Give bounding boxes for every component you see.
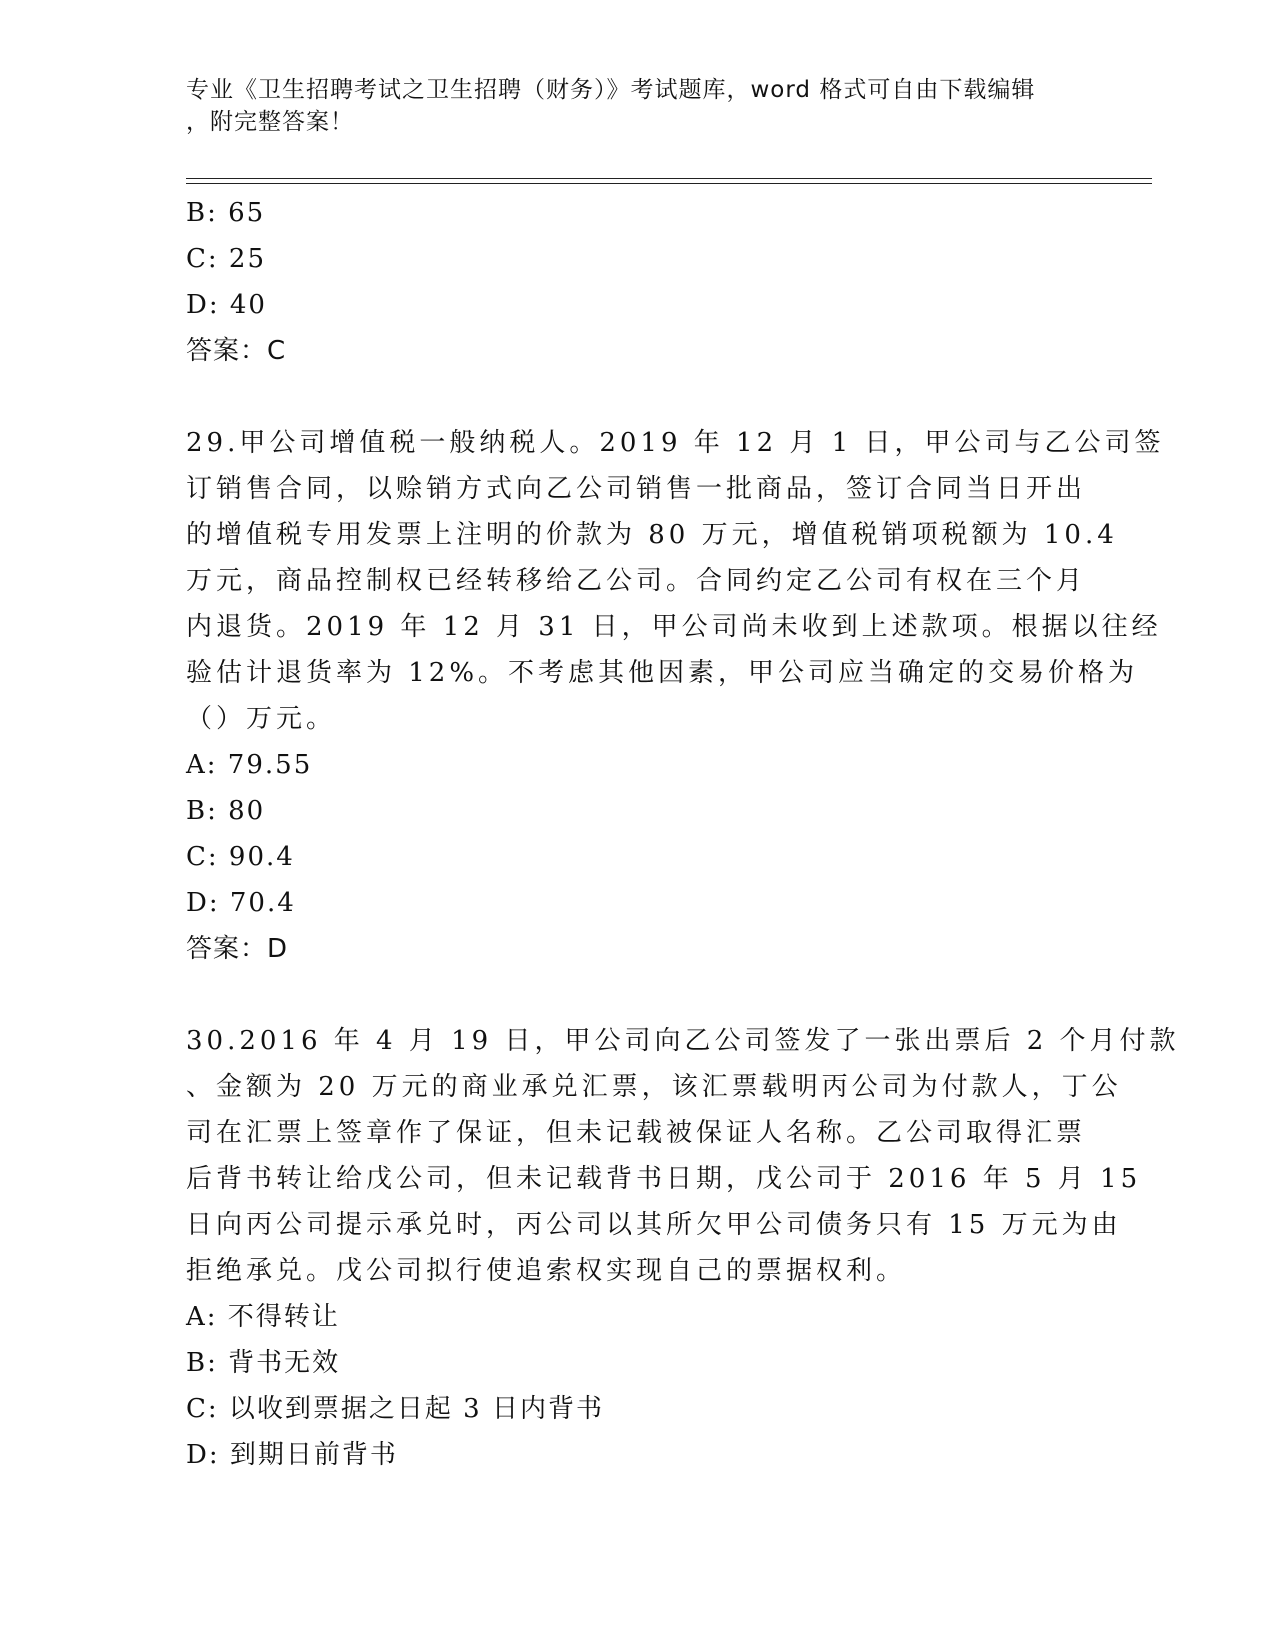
question-stem-line: 订销售合同，以赊销方式向乙公司销售一批商品，签订合同当日开出 bbox=[186, 474, 1087, 504]
option-b: B: 背书无效 bbox=[186, 1348, 341, 1378]
question-stem-line: 万元，商品控制权已经转移给乙公司。合同约定乙公司有权在三个月 bbox=[186, 566, 1087, 596]
question-stem-line: 日向丙公司提示承兑时，丙公司以其所欠甲公司债务只有 15 万元为由 bbox=[186, 1210, 1122, 1240]
question-stem-line: 29.甲公司增值税一般纳税人。2019 年 12 月 1 日，甲公司与乙公司签 bbox=[186, 428, 1165, 458]
header-divider bbox=[186, 183, 1152, 184]
option-a: A: 79.55 bbox=[186, 750, 313, 780]
option-a: A: 不得转让 bbox=[186, 1302, 340, 1332]
header-divider bbox=[186, 178, 1152, 179]
question-28-tail bbox=[186, 190, 1086, 374]
question-stem-line: 验估计退货率为 12%。不考虑其他因素，甲公司应当确定的交易价格为 bbox=[186, 658, 1139, 688]
header-line: 专业《卫生招聘考试之卫生招聘（财务）》考试题库，word 格式可自由下载编辑 bbox=[186, 77, 1036, 103]
question-30 bbox=[186, 1018, 1180, 1478]
question-stem-line: 的增值税专用发票上注明的价款为 80 万元，增值税销项税额为 10.4 bbox=[186, 520, 1118, 550]
header-line: ，附完整答案！ bbox=[186, 109, 354, 135]
option-b: B: 65 bbox=[186, 198, 266, 228]
question-stem-line: 、金额为 20 万元的商业承兑汇票，该汇票载明丙公司为付款人，丁公 bbox=[186, 1072, 1122, 1102]
spacer bbox=[186, 374, 1086, 420]
question-stem-line: 司在汇票上签章作了保证，但未记载被保证人名称。乙公司取得汇票 bbox=[186, 1118, 1087, 1148]
option-c: C: 以收到票据之日起 3 日内背书 bbox=[186, 1394, 604, 1424]
question-29 bbox=[186, 420, 1165, 972]
option-d: D: 70.4 bbox=[186, 888, 296, 918]
question-stem-line: 内退货。2019 年 12 月 31 日，甲公司尚未收到上述款项。根据以往经 bbox=[186, 612, 1162, 642]
option-d: D: 到期日前背书 bbox=[186, 1440, 398, 1470]
option-c: C: 25 bbox=[186, 244, 267, 274]
question-stem-line: 拒绝承兑。戊公司拟行使追索权实现自己的票据权利。 bbox=[186, 1256, 907, 1286]
answer-label: 答案：D bbox=[186, 934, 289, 964]
option-b: B: 80 bbox=[186, 796, 266, 826]
answer-label: 答案：C bbox=[186, 336, 287, 366]
spacer bbox=[186, 972, 1086, 1018]
question-list bbox=[186, 190, 1180, 1478]
option-c: C: 90.4 bbox=[186, 842, 295, 872]
question-stem-line: 后背书转让给戊公司，但未记载背书日期，戊公司于 2016 年 5 月 15 bbox=[186, 1164, 1142, 1194]
document-header bbox=[186, 74, 1066, 138]
question-stem-line: （）万元。 bbox=[186, 704, 337, 734]
option-d: D: 40 bbox=[186, 290, 267, 320]
question-stem-line: 30.2016 年 4 月 19 日，甲公司向乙公司签发了一张出票后 2 个月付款 bbox=[186, 1026, 1180, 1056]
